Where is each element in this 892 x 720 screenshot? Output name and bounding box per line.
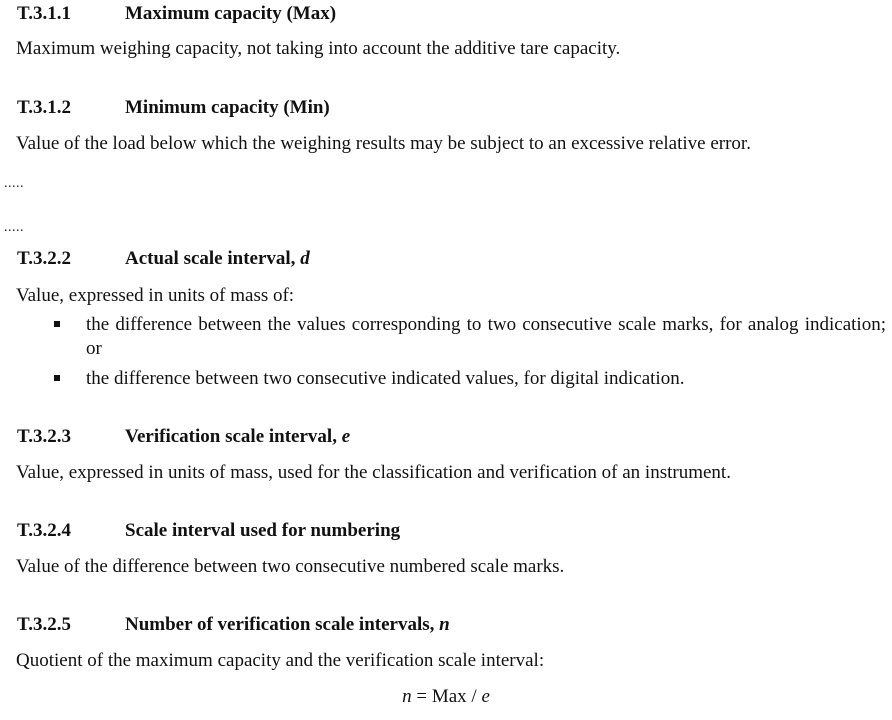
formula-lhs: n <box>402 686 412 707</box>
bullet-item: the difference between the values corresponding to two consecutive scale marks, for analog indication; or <box>86 314 886 359</box>
section-title: Maximum capacity (Max) <box>125 3 337 24</box>
section-heading-t3-1-2 <box>17 97 330 119</box>
section-text-t3-2-5: Quotient of the maximum capacity and the verification scale interval: <box>16 650 545 671</box>
section-title: Scale interval used for numbering <box>125 520 401 541</box>
section-number: T.3.2.3 <box>17 426 72 447</box>
section-title-symbol: d <box>300 248 310 269</box>
section-title: Number of verification scale intervals, <box>125 614 440 635</box>
section-number: T.3.2.4 <box>17 520 72 541</box>
section-number: T.3.1.2 <box>17 97 72 118</box>
formula-body: = Max / <box>411 686 482 707</box>
section-heading-t3-2-4 <box>17 520 400 542</box>
section-title: Actual scale interval, <box>125 248 301 269</box>
omission-ellipsis: ..... <box>4 176 24 191</box>
section-text-t3-1-1: Maximum weighing capacity, not taking into account the additive tare capacity. <box>16 38 621 59</box>
section-text-t3-2-2: Value, expressed in units of mass of: <box>16 285 295 306</box>
section-title-symbol: n <box>439 614 450 635</box>
section-text-t3-2-3: Value, expressed in units of mass, used for the classification and verification of an instrument. <box>16 462 731 483</box>
formula-rhs: e <box>481 686 490 707</box>
section-text-t3-1-2: Value of the load below which the weighing results may be subject to an excessive relative error. <box>16 133 751 154</box>
section-heading-t3-1-1 <box>17 3 336 25</box>
omission-ellipsis: ..... <box>4 220 24 235</box>
formula <box>0 686 892 708</box>
section-number: T.3.1.1 <box>17 3 72 24</box>
section-number: T.3.2.2 <box>17 248 72 269</box>
bullet-item: the difference between two consecutive indicated values, for digital indication. <box>86 368 685 389</box>
section-heading-t3-2-3 <box>17 426 350 448</box>
bullet-square-icon <box>54 321 60 327</box>
section-number: T.3.2.5 <box>17 614 72 635</box>
bullet-square-icon <box>54 375 60 381</box>
section-text-t3-2-4: Value of the difference between two consecutive numbered scale marks. <box>16 556 565 577</box>
section-title: Minimum capacity (Min) <box>125 97 330 118</box>
section-title-symbol: e <box>341 426 351 447</box>
section-heading-t3-2-5 <box>17 614 450 636</box>
section-title: Verification scale interval, <box>125 426 342 447</box>
section-heading-t3-2-2 <box>17 248 310 270</box>
